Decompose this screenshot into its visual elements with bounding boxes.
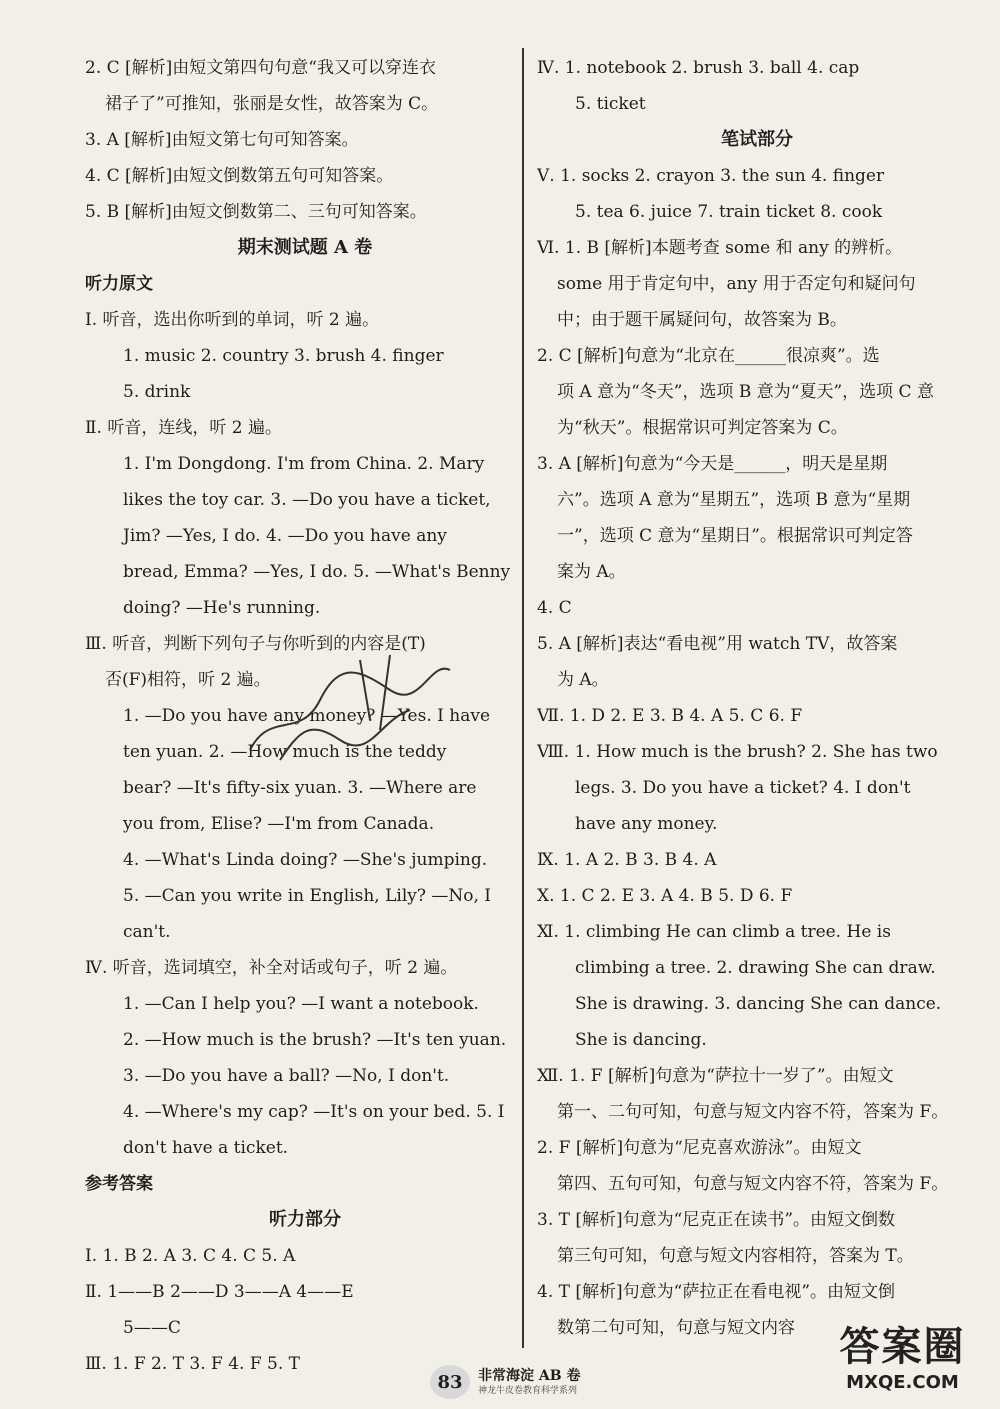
left-line: Ⅲ. 1. F 2. T 3. F 4. F 5. T [85,1354,300,1374]
left-line: 听力原文 [85,274,153,294]
left-line: Ⅰ. 1. B 2. A 3. C 4. C 5. A [85,1246,296,1266]
left-line: 1. —Do you have any money? —Yes. I have [123,706,491,726]
right-line: have any money. [575,814,718,834]
left-line: can't. [123,922,171,942]
left-line: 期末测试题 A 卷 [237,237,373,258]
left-line: bread, Emma? —Yes, I do. 5. —What's Benny [123,562,511,582]
page-number: 83 [430,1365,470,1399]
left-line: 4. —What's Linda doing? —She's jumping. [123,850,488,870]
right-line: Ⅴ. 1. socks 2. crayon 3. the sun 4. finger [537,166,885,186]
left-line: 1. music 2. country 3. brush 4. finger [123,346,444,366]
watermark-logo [815,1309,990,1399]
right-line: Ⅳ. 1. notebook 2. brush 3. ball 4. cap [537,58,860,78]
right-line: 案为 A。 [557,562,626,582]
right-line: legs. 3. Do you have a ticket? 4. I don't [575,778,911,798]
right-line: 项 A 意为“冬天”，选项 B 意为“夏天”，选项 C 意 [557,382,934,402]
left-line: 3. —Do you have a ball? —No, I don't. [123,1066,450,1086]
right-column [537,50,977,1346]
right-line: Ⅶ. 1. D 2. E 3. B 4. A 5. C 6. F [537,706,803,726]
right-line: 5. A [解析]表达“看电视”用 watch TV，故答案 [537,634,898,654]
right-line: 第三句可知，句意与短文内容相符，答案为 T。 [557,1246,914,1266]
right-line: 笔试部分 [721,129,793,150]
right-line: 第四、五句可知，句意与短文内容不符，答案为 F。 [557,1174,949,1194]
left-line: 5. —Can you write in English, Lily? —No, I [123,886,492,906]
left-line: 1. —Can I help you? —I want a notebook. [123,994,479,1014]
left-line: 2. —How much is the brush? —It's ten yuan. [123,1030,507,1050]
series-label [478,1367,580,1397]
right-line: Ⅷ. 1. How much is the brush? 2. She has two [537,742,938,762]
right-line: 2. C [解析]句意为“北京在______很凉爽”。选 [537,346,880,366]
right-line: 为“秋天”。根据常识可判定答案为 C。 [557,418,848,438]
right-line: 数第二句可知，句意与短文内容 [557,1318,795,1338]
watermark-url: MXQE.COM [846,1372,959,1393]
left-line: Ⅰ. 听音，选出你听到的单词，听 2 遍。 [85,310,380,330]
left-line: 5——C [123,1318,181,1338]
right-line: 一”，选项 C 意为“星期日”。根据常识可判定答 [557,526,913,546]
column-divider [522,48,524,1348]
left-line: likes the toy car. 3. —Do you have a ticket, [123,490,491,510]
right-line: Ⅵ. 1. B [解析]本题考查 some 和 any 的辨析。 [537,238,903,258]
left-line: 5. B [解析]由短文倒数第二、三句可知答案。 [85,202,427,222]
left-line: bear? —It's fifty-six yuan. 3. —Where are [123,778,477,798]
left-line: Ⅱ. 1——B 2——D 3——A 4——E [85,1282,354,1302]
left-line: 3. A [解析]由短文第七句可知答案。 [85,130,359,150]
watermark-text: 答案圈 [839,1324,966,1370]
right-line: 第一、二句可知，句意与短文内容不符，答案为 F。 [557,1102,949,1122]
right-line: 六”。选项 A 意为“星期五”，选项 B 意为“星期 [557,490,911,510]
right-line: Ⅹ. 1. C 2. E 3. A 4. B 5. D 6. F [537,886,793,906]
right-line: She is dancing. [575,1030,707,1050]
left-line: 听力部分 [269,1209,341,1230]
right-line: 中；由于题干属疑问句，故答案为 B。 [557,310,847,330]
right-line: 4. T [解析]句意为“萨拉正在看电视”。由短文倒 [537,1282,896,1302]
left-line: Jim? —Yes, I do. 4. —Do you have any [123,526,447,546]
right-line: some 用于肯定句中，any 用于否定句和疑问句 [557,274,916,294]
left-line: 2. C [解析]由短文第四句句意“我又可以穿连衣 [85,58,436,78]
handwritten-scribble [240,650,470,770]
left-line: you from, Elise? —I'm from Canada. [123,814,435,834]
left-line: 裙子了”可推知，张丽是女性，故答案为 C。 [105,94,439,114]
right-line: Ⅸ. 1. A 2. B 3. B 4. A [537,850,717,870]
left-line: 5. drink [123,382,191,402]
right-line: 3. T [解析]句意为“尼克正在读书”。由短文倒数 [537,1210,896,1230]
series-title: 非常海淀 AB 卷 [478,1368,581,1384]
left-line: Ⅱ. 听音，连线，听 2 遍。 [85,418,282,438]
left-line: 1. I'm Dongdong. I'm from China. 2. Mary [123,454,485,474]
page-footer [430,1360,580,1404]
right-line: Ⅻ. 1. F [解析]句意为“萨拉十一岁了”。由短文 [537,1066,894,1086]
left-line: don't have a ticket. [123,1138,289,1158]
left-line: 4. —Where's my cap? —It's on your bed. 5. I [123,1102,505,1122]
left-line: Ⅳ. 听音，选词填空，补全对话或句子，听 2 遍。 [85,958,458,978]
right-line: 4. C [537,598,572,618]
right-line: Ⅺ. 1. climbing He can climb a tree. He is [537,922,891,942]
right-line: 5. ticket [575,94,646,114]
right-line: 3. A [解析]句意为“今天是______，明天是星期 [537,454,888,474]
left-line: 否(F)相符，听 2 遍。 [105,670,271,690]
left-line: 参考答案 [85,1174,153,1194]
right-line: 5. tea 6. juice 7. train ticket 8. cook [575,202,883,222]
right-line: 2. F [解析]句意为“尼克喜欢游泳”。由短文 [537,1138,862,1158]
right-line: climbing a tree. 2. drawing She can draw. [575,958,936,978]
right-line: 为 A。 [557,670,609,690]
left-line: doing? —He's running. [123,598,321,618]
series-subtitle: 神龙牛皮卷教育科学系列 [478,1386,578,1396]
left-line: 4. C [解析]由短文倒数第五句可知答案。 [85,166,394,186]
left-line: ten yuan. 2. —How much is the teddy [123,742,447,762]
right-line: She is drawing. 3. dancing She can dance. [575,994,942,1014]
left-line: Ⅲ. 听音，判断下列句子与你听到的内容是(T) [85,634,426,654]
